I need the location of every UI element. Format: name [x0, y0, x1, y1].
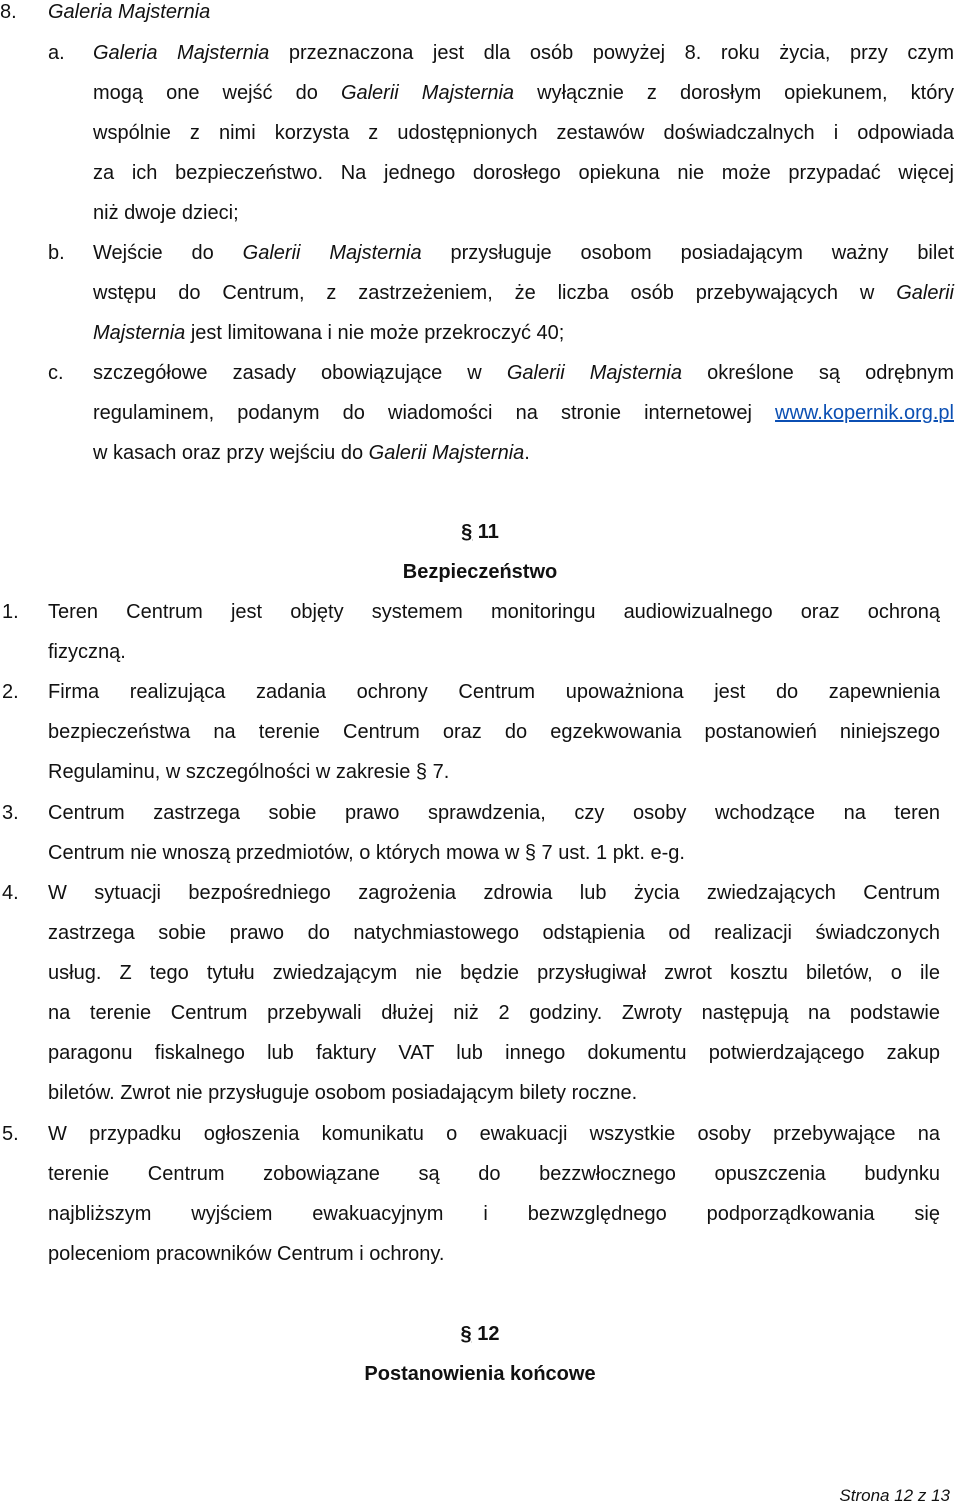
paragraph-line: poleceniom pracowników Centrum i ochrony.: [48, 1243, 445, 1265]
paragraph-line: regulaminem, podanym do wiadomości na stronie internetowej www.kopernik.org.pl: [93, 402, 954, 424]
paragraph-line: Wejście do Galerii Majsternia przysługuje osobom posiadającym ważny bilet: [93, 242, 955, 264]
page-number: Strona 12 z 13: [839, 1486, 950, 1505]
paragraph-line: szczegółowe zasady obowiązujące w Galerii Majsternia określone są odrębnym: [93, 362, 955, 384]
list-item-label: b.: [48, 242, 65, 264]
paragraph-line: Centrum nie wnoszą przedmiotów, o których mowa w § 7 ust. 1 pkt. e-g.: [48, 842, 685, 864]
list-item-label: 1.: [2, 601, 19, 623]
list-item-label: 5.: [2, 1123, 19, 1145]
paragraph-line: w kasach oraz przy wejściu do Galerii Majsternia.: [93, 442, 530, 464]
paragraph-line: za ich bezpieczeństwo. Na jednego dorosłego opiekuna nie może przypadać więcej: [93, 162, 954, 184]
paragraph-line: fizyczną.: [48, 641, 126, 663]
paragraph-line: paragonu fiskalnego lub faktury VAT lub innego dokumentu potwierdzającego zakup: [48, 1042, 940, 1064]
paragraph-line: Majsternia jest limitowana i nie może przekroczyć 40;: [93, 322, 565, 344]
website-link[interactable]: www.kopernik.org.pl: [775, 402, 954, 424]
section-title: Galeria Majsternia: [48, 1, 211, 23]
section-number: 8.: [0, 1, 17, 23]
section-heading: Bezpieczeństwo: [402, 561, 558, 583]
section-heading: Postanowienia końcowe: [364, 1363, 596, 1385]
paragraph-line: bezpieczeństwa na terenie Centrum oraz do egzekwowania postanowień niniejszego: [48, 721, 940, 743]
paragraph-line: Regulaminu, w szczególności w zakresie § 7.: [48, 761, 450, 783]
list-item-label: 4.: [2, 882, 19, 904]
paragraph-line: Teren Centrum jest objęty systemem monitoringu audiowizualnego oraz ochroną: [48, 601, 940, 623]
list-item-label: a.: [48, 42, 65, 64]
list-item-label: 2.: [2, 681, 19, 703]
paragraph-line: niż dwoje dzieci;: [93, 202, 239, 224]
paragraph-line: W przypadku ogłoszenia komunikatu o ewakuacji wszystkie osoby przebywające na: [48, 1123, 940, 1145]
paragraph-line: na terenie Centrum przebywali dłużej niż 2 godziny. Zwroty następują na podstawie: [48, 1002, 940, 1024]
section-heading-number: § 12: [460, 1323, 500, 1345]
paragraph-line: Firma realizująca zadania ochrony Centrum upoważniona jest do zapewnienia: [48, 681, 940, 703]
paragraph-line: W sytuacji bezpośredniego zagrożenia zdrowia lub życia zwiedzających Centrum: [48, 882, 940, 904]
paragraph-line: wspólnie z nimi korzysta z udostępnionych zestawów doświadczalnych i odpowiada: [93, 122, 954, 144]
paragraph-line: wstępu do Centrum, z zastrzeżeniem, że liczba osób przebywających w Galerii: [93, 282, 954, 304]
paragraph-line: usług. Z tego tytułu zwiedzającym nie będzie przysługiwał zwrot kosztu biletów, o ile: [48, 962, 940, 984]
paragraph-line: najbliższym wyjściem ewakuacyjnym i bezwzględnego podporządkowania się: [48, 1203, 940, 1225]
paragraph-line: Galeria Majsternia przeznaczona jest dla osób powyżej 8. roku życia, przy czym: [93, 42, 954, 64]
paragraph-line: mogą one wejść do Galerii Majsternia wyłącznie z dorosłym opiekunem, który: [93, 82, 954, 104]
paragraph-line: biletów. Zwrot nie przysługuje osobom posiadającym bilety roczne.: [48, 1082, 638, 1104]
paragraph-line: zastrzega sobie prawo do natychmiastowego odstąpienia od realizacji świadczonych: [48, 922, 940, 944]
list-item-label: 3.: [2, 802, 19, 824]
list-item-label: c.: [48, 362, 64, 384]
paragraph-line: terenie Centrum zobowiązane są do bezzwłocznego opuszczenia budynku: [48, 1163, 940, 1185]
paragraph-line: Centrum zastrzega sobie prawo sprawdzenia, czy osoby wchodzące na teren: [48, 802, 940, 824]
section-heading-number: § 11: [461, 521, 499, 543]
